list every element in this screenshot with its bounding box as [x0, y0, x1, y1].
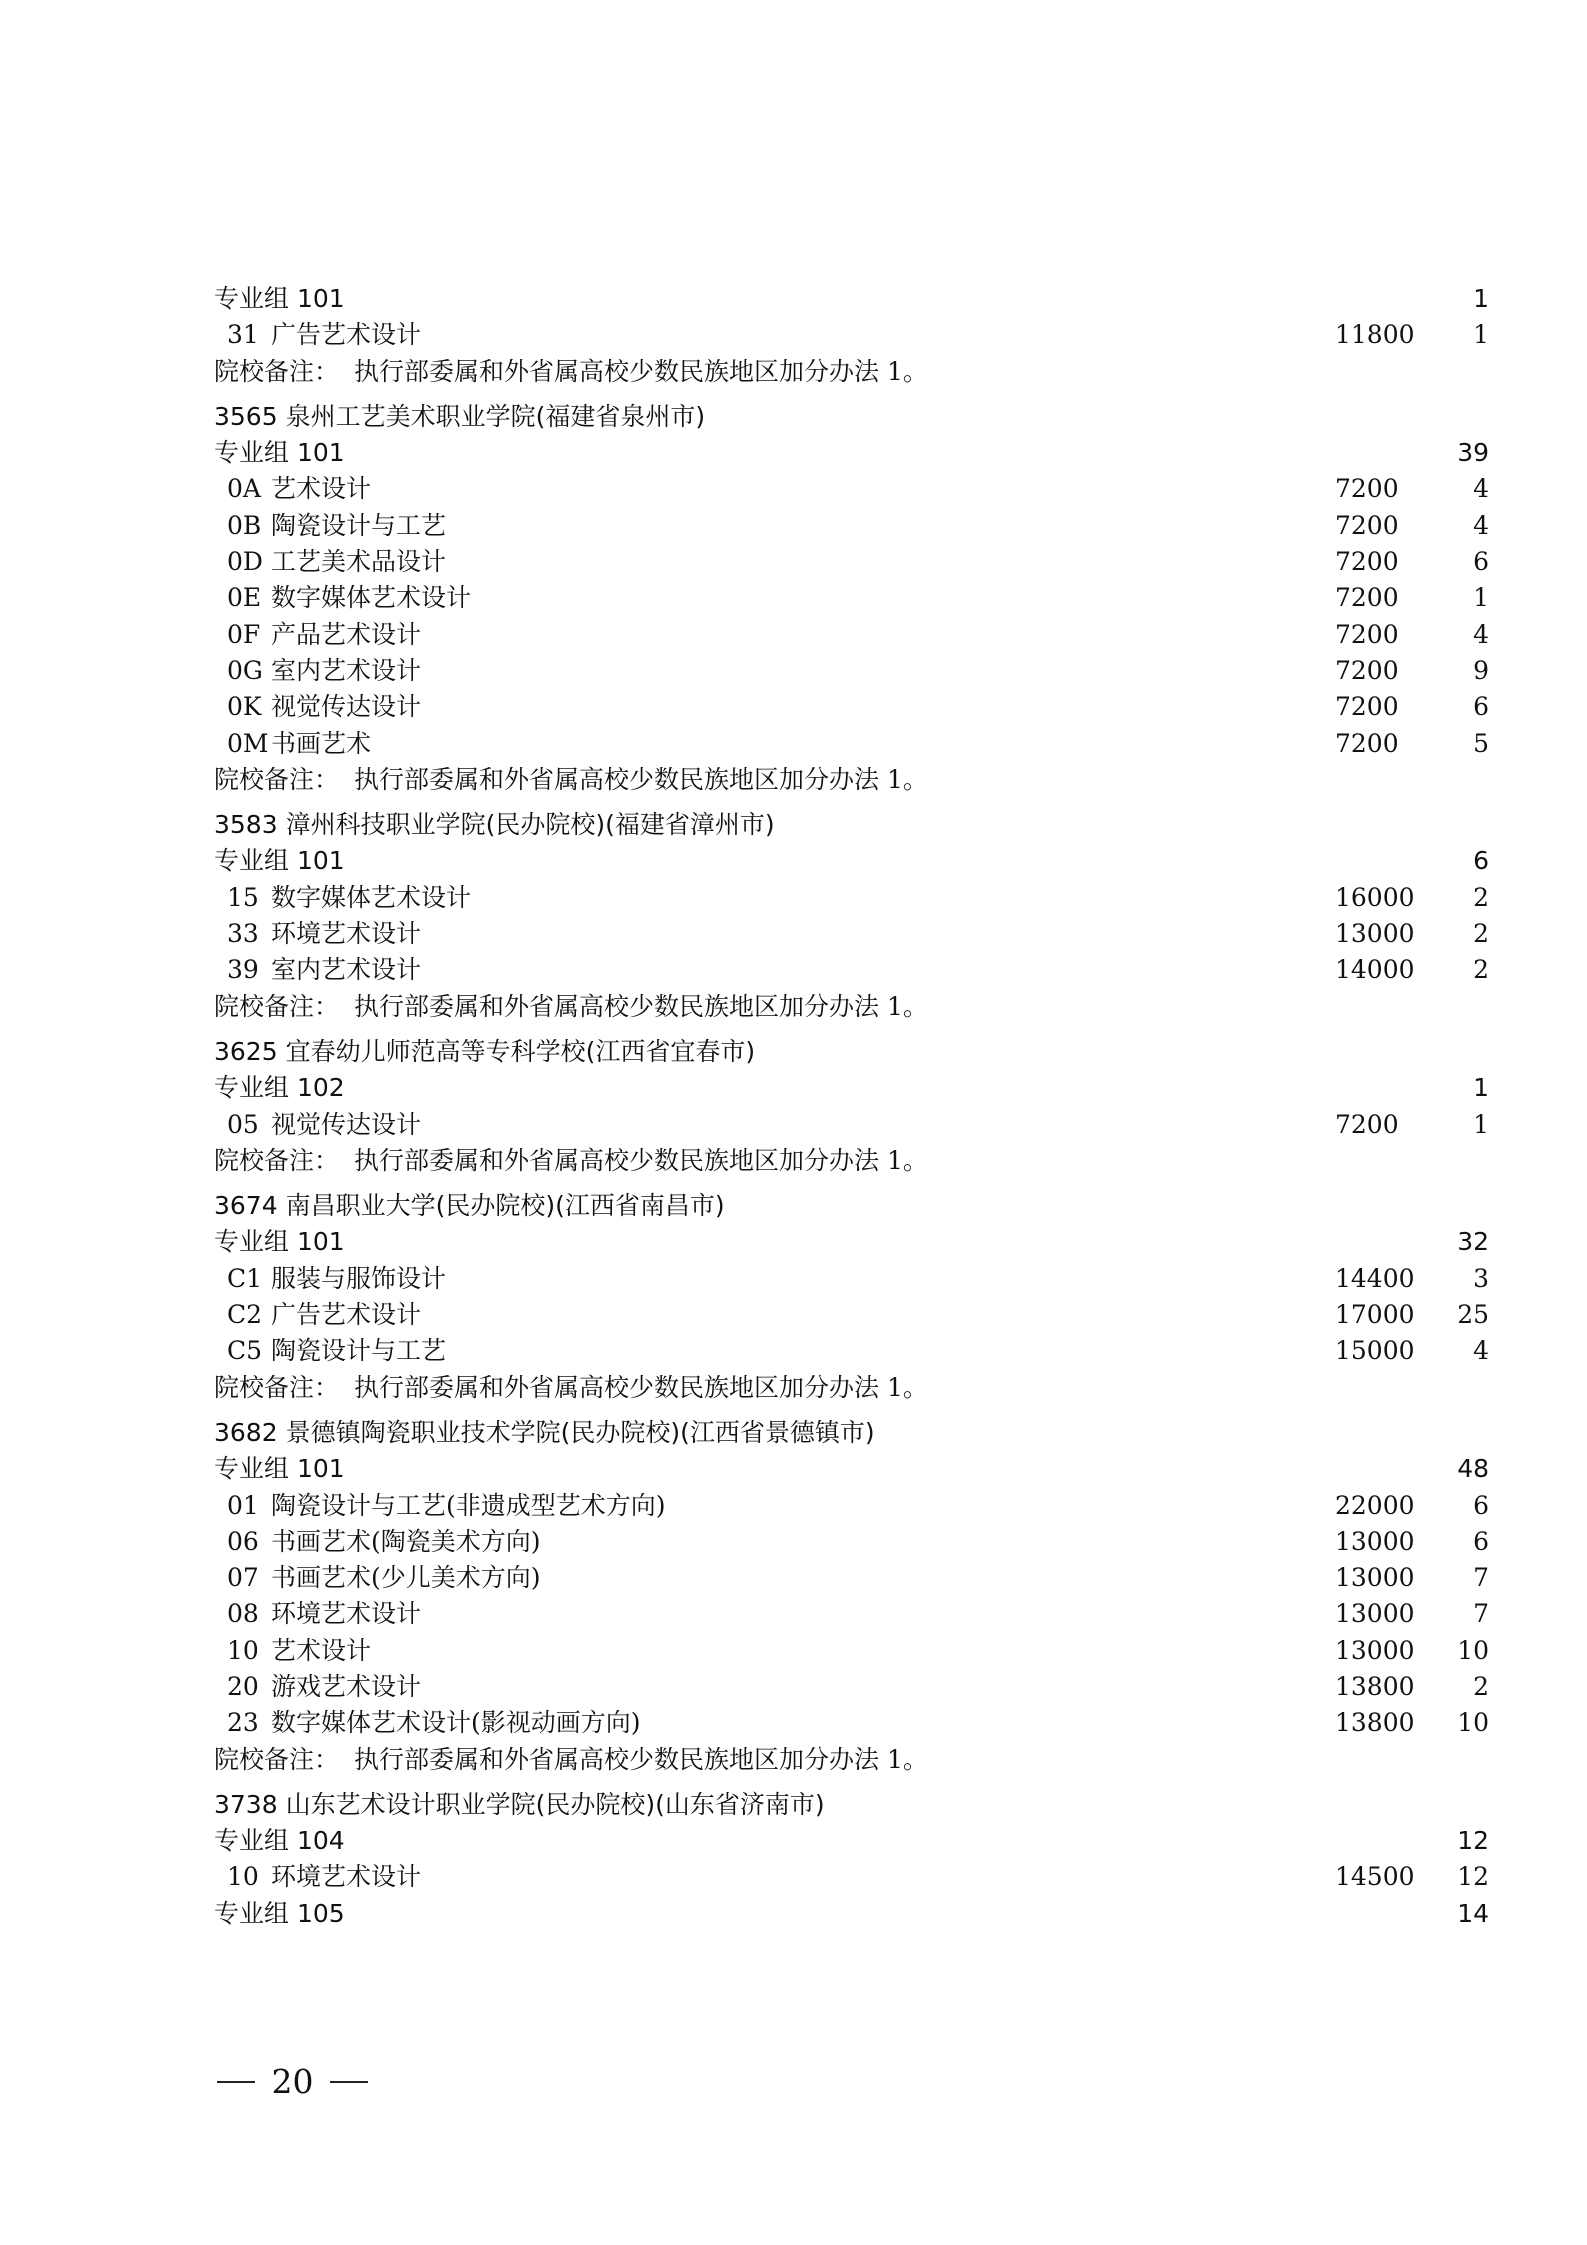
group-label: 专业组 102 [214, 1073, 345, 1103]
major-quota: 2 [1473, 1671, 1489, 1701]
major-group-row [214, 435, 1489, 471]
tuition-fee: 13800 [1335, 1671, 1415, 1701]
major-group-row [214, 1896, 1489, 1932]
tuition-fee: 7200 [1335, 474, 1399, 504]
page-footer [211, 2060, 374, 2100]
major-row [214, 653, 1489, 689]
major-row [214, 1524, 1489, 1560]
tuition-fee: 13000 [1335, 1526, 1415, 1556]
note-text: 执行部委属和外省属高校少数民族地区加分办法 1。 [354, 356, 928, 386]
major-row [214, 1560, 1489, 1596]
major-name: 数字媒体艺术设计(影视动画方向) [271, 1708, 641, 1738]
major-name: 视觉传达设计 [271, 1109, 422, 1139]
major-quota: 7 [1473, 1563, 1489, 1593]
group-label: 专业组 101 [214, 1227, 345, 1257]
tuition-fee: 13000 [1335, 1599, 1415, 1629]
school-heading [214, 1034, 1414, 1070]
major-quota: 6 [1473, 692, 1489, 722]
admission-plan-list [214, 281, 1489, 1932]
page-number: 20 [271, 2062, 314, 2101]
school-name: 3565 泉州工艺美术职业学院(福建省泉州市) [214, 401, 706, 431]
major-quota: 12 [1457, 1862, 1489, 1892]
major-row [214, 1261, 1489, 1297]
major-name: 工艺美术品设计 [271, 547, 447, 577]
tuition-fee: 7200 [1335, 655, 1399, 685]
group-quota: 6 [1473, 846, 1489, 876]
major-name: 数字媒体艺术设计 [271, 583, 472, 613]
group-label: 专业组 101 [214, 284, 345, 313]
major-code: C1 [227, 1263, 263, 1293]
major-row [214, 1333, 1489, 1369]
group-label: 专业组 101 [214, 1454, 345, 1484]
major-row [214, 1859, 1489, 1895]
group-label: 专业组 101 [214, 438, 345, 468]
major-quota: 2 [1473, 919, 1489, 949]
school-note-row [214, 1370, 1414, 1406]
tuition-fee: 14000 [1335, 955, 1415, 985]
major-name: 室内艺术设计 [271, 655, 422, 685]
major-row [214, 880, 1489, 916]
major-row [214, 689, 1489, 725]
group-quota: 1 [1473, 284, 1489, 313]
school-note-row [214, 989, 1414, 1025]
tuition-fee: 7200 [1335, 692, 1399, 722]
major-quota: 1 [1473, 320, 1489, 350]
tuition-fee: 13000 [1335, 919, 1415, 949]
tuition-fee: 11800 [1335, 320, 1415, 350]
tuition-fee: 13000 [1335, 1635, 1415, 1665]
major-code: 0G [227, 655, 263, 685]
major-code: 10 [227, 1635, 259, 1665]
major-quota: 1 [1473, 583, 1489, 613]
school-heading [214, 1787, 1414, 1823]
major-name: 环境艺术设计 [271, 1599, 422, 1629]
group-quota: 32 [1457, 1227, 1489, 1257]
major-code: 0D [227, 547, 263, 577]
major-name: 数字媒体艺术设计 [271, 882, 472, 912]
major-quota: 4 [1473, 1336, 1489, 1366]
note-text: 执行部委属和外省属高校少数民族地区加分办法 1。 [354, 764, 928, 794]
note-label: 院校备注： [214, 1744, 340, 1774]
tuition-fee: 17000 [1335, 1300, 1415, 1330]
major-row [214, 544, 1489, 580]
major-group-row [214, 843, 1489, 879]
major-group-row [214, 1070, 1489, 1106]
major-quota: 5 [1473, 728, 1489, 758]
tuition-fee: 14400 [1335, 1263, 1415, 1293]
major-quota: 6 [1473, 547, 1489, 577]
major-row [214, 1669, 1489, 1705]
major-row [214, 317, 1489, 353]
major-code: C2 [227, 1300, 263, 1330]
tuition-fee: 14500 [1335, 1862, 1415, 1892]
major-row [214, 1633, 1489, 1669]
major-row [214, 1107, 1489, 1143]
major-code: 01 [227, 1490, 259, 1520]
major-row [214, 508, 1489, 544]
major-code: 0E [227, 583, 262, 613]
school-name: 3674 南昌职业大学(民办院校)(江西省南昌市) [214, 1191, 725, 1221]
major-quota: 10 [1457, 1635, 1489, 1665]
major-code: 0A [227, 474, 261, 504]
major-code: 06 [227, 1526, 259, 1556]
major-code: 05 [227, 1109, 259, 1139]
major-name: 游戏艺术设计 [271, 1671, 422, 1701]
major-row [214, 952, 1489, 988]
tuition-fee: 7200 [1335, 728, 1399, 758]
note-text: 执行部委属和外省属高校少数民族地区加分办法 1。 [354, 1744, 928, 1774]
group-quota: 14 [1457, 1898, 1489, 1928]
group-quota: 39 [1457, 438, 1489, 468]
major-group-row [214, 1224, 1489, 1260]
tuition-fee: 13800 [1335, 1708, 1415, 1738]
tuition-fee: 7200 [1335, 619, 1399, 649]
major-code: 10 [227, 1862, 259, 1892]
tuition-fee: 16000 [1335, 882, 1415, 912]
major-name: 广告艺术设计 [271, 320, 422, 350]
major-name: 艺术设计 [271, 1635, 372, 1665]
major-name: 书画艺术(少儿美术方向) [271, 1563, 541, 1593]
major-quota: 10 [1457, 1708, 1489, 1738]
school-name: 3583 漳州科技职业学院(民办院校)(福建省漳州市) [214, 810, 775, 840]
group-label: 专业组 104 [214, 1826, 345, 1856]
tuition-fee: 15000 [1335, 1336, 1415, 1366]
major-quota: 7 [1473, 1599, 1489, 1629]
major-name: 书画艺术(陶瓷美术方向) [271, 1526, 541, 1556]
tuition-fee: 7200 [1335, 547, 1399, 577]
group-quota: 1 [1473, 1073, 1489, 1103]
group-label: 专业组 101 [214, 846, 345, 876]
major-name: 陶瓷设计与工艺(非遗成型艺术方向) [271, 1490, 666, 1520]
major-quota: 6 [1473, 1490, 1489, 1520]
school-heading [214, 807, 1414, 843]
major-row [214, 1596, 1489, 1632]
major-name: 陶瓷设计与工艺 [271, 510, 447, 540]
major-quota: 2 [1473, 882, 1489, 912]
major-name: 环境艺术设计 [271, 1862, 422, 1892]
note-text: 执行部委属和外省属高校少数民族地区加分办法 1。 [354, 1145, 928, 1175]
footer-dash-right [330, 2081, 368, 2083]
major-name: 室内艺术设计 [271, 955, 422, 985]
note-text: 执行部委属和外省属高校少数民族地区加分办法 1。 [354, 1372, 928, 1402]
school-heading [214, 1415, 1414, 1451]
school-name: 3625 宜春幼儿师范高等专科学校(江西省宜春市) [214, 1036, 756, 1066]
note-text: 执行部委属和外省属高校少数民族地区加分办法 1。 [354, 991, 928, 1021]
major-name: 广告艺术设计 [271, 1300, 422, 1330]
major-quota: 1 [1473, 1109, 1489, 1139]
school-note-row [214, 762, 1414, 798]
school-note-row [214, 354, 1414, 390]
school-note-row [214, 1143, 1414, 1179]
tuition-fee: 22000 [1335, 1490, 1415, 1520]
school-name: 3738 山东艺术设计职业学院(民办院校)(山东省济南市) [214, 1789, 825, 1819]
group-quota: 48 [1457, 1454, 1489, 1484]
group-quota: 12 [1457, 1826, 1489, 1856]
major-name: 产品艺术设计 [271, 619, 422, 649]
major-row [214, 1705, 1489, 1741]
major-group-row [214, 1823, 1489, 1859]
note-label: 院校备注： [214, 1145, 340, 1175]
footer-dash-left [217, 2081, 255, 2083]
major-name: 服装与服饰设计 [271, 1263, 447, 1293]
major-name: 陶瓷设计与工艺 [271, 1336, 447, 1366]
major-name: 环境艺术设计 [271, 919, 422, 949]
note-label: 院校备注： [214, 356, 340, 386]
major-code: 0M [227, 728, 269, 758]
major-row [214, 1297, 1489, 1333]
major-code: 0K [227, 692, 262, 722]
tuition-fee: 7200 [1335, 510, 1399, 540]
major-code: 33 [227, 919, 259, 949]
school-name: 3682 景德镇陶瓷职业技术学院(民办院校)(江西省景德镇市) [214, 1417, 875, 1447]
tuition-fee: 7200 [1335, 583, 1399, 613]
major-quota: 2 [1473, 955, 1489, 985]
major-code: C5 [227, 1336, 263, 1366]
major-name: 艺术设计 [271, 474, 372, 504]
note-label: 院校备注： [214, 991, 340, 1021]
tuition-fee: 13000 [1335, 1563, 1415, 1593]
major-name: 视觉传达设计 [271, 692, 422, 722]
major-code: 23 [227, 1708, 259, 1738]
major-row [214, 726, 1489, 762]
major-row [214, 580, 1489, 616]
group-label: 专业组 105 [214, 1898, 345, 1928]
major-quota: 4 [1473, 510, 1489, 540]
major-row [214, 1488, 1489, 1524]
note-label: 院校备注： [214, 1372, 340, 1402]
major-group-row [214, 1451, 1489, 1487]
major-code: 0F [227, 619, 261, 649]
tuition-fee: 7200 [1335, 1109, 1399, 1139]
major-quota: 25 [1457, 1300, 1489, 1330]
major-code: 08 [227, 1599, 259, 1629]
major-row [214, 916, 1489, 952]
major-quota: 6 [1473, 1526, 1489, 1556]
major-quota: 3 [1473, 1263, 1489, 1293]
major-group-row [214, 281, 1489, 317]
major-quota: 4 [1473, 474, 1489, 504]
major-code: 39 [227, 955, 259, 985]
note-label: 院校备注： [214, 764, 340, 794]
major-quota: 9 [1473, 655, 1489, 685]
major-row [214, 471, 1489, 507]
major-code: 20 [227, 1671, 259, 1701]
major-code: 15 [227, 882, 259, 912]
major-quota: 4 [1473, 619, 1489, 649]
school-heading [214, 399, 1414, 435]
major-code: 07 [227, 1563, 259, 1593]
major-name: 书画艺术 [271, 728, 372, 758]
school-heading [214, 1188, 1414, 1224]
major-code: 31 [227, 320, 259, 350]
major-row [214, 617, 1489, 653]
school-note-row [214, 1742, 1414, 1778]
major-code: 0B [227, 510, 262, 540]
